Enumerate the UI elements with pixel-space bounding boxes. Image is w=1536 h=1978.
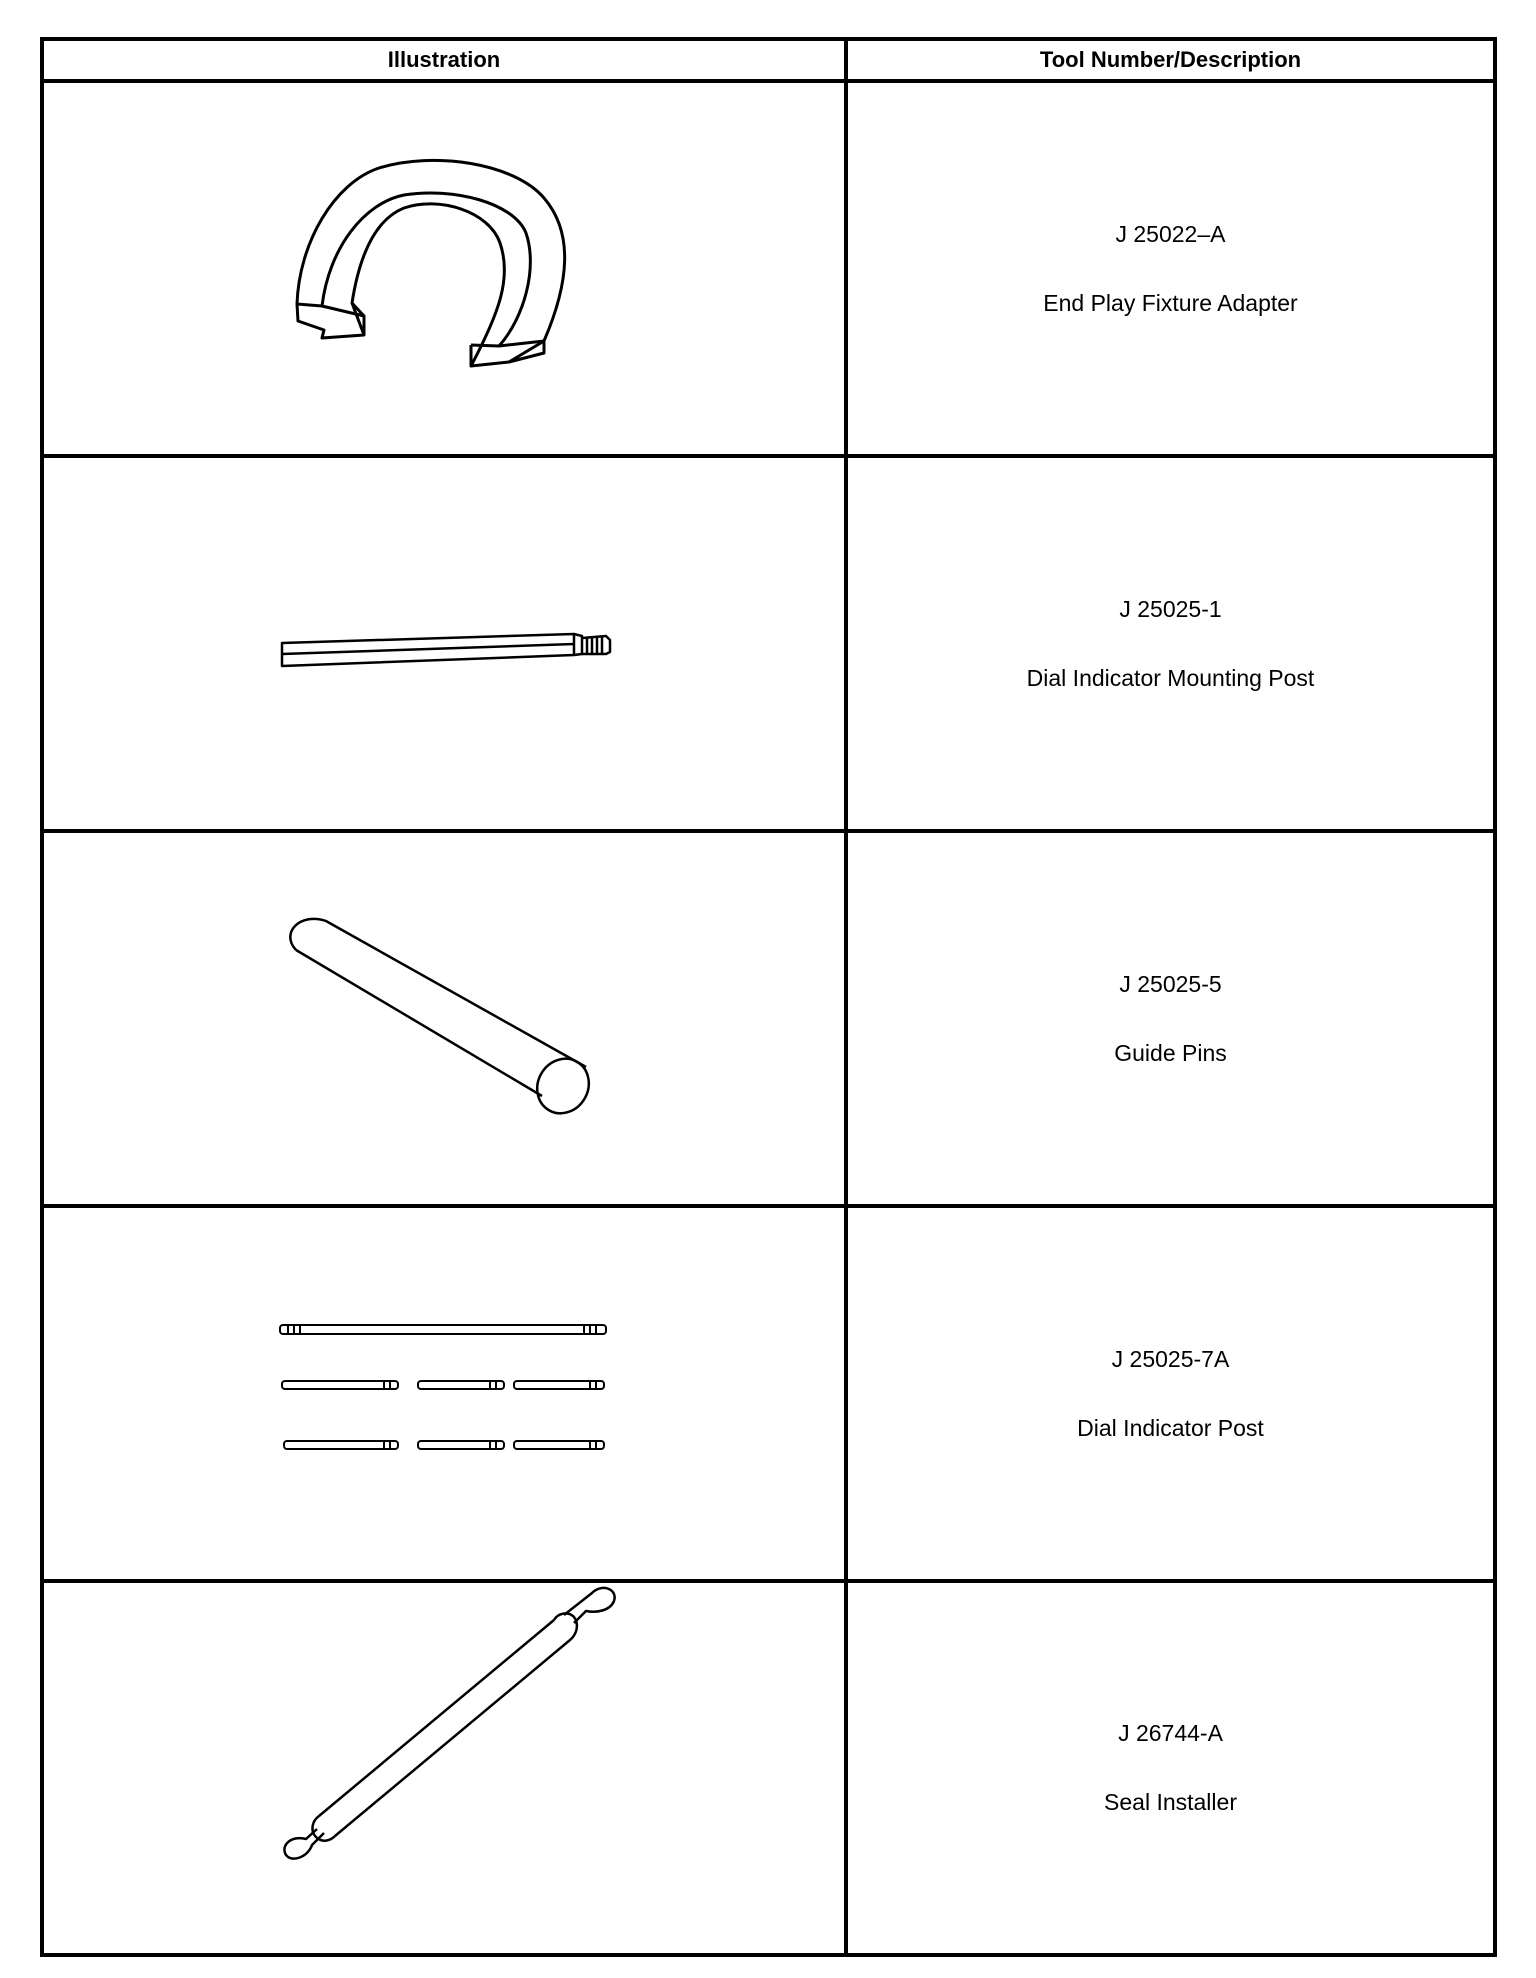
tool-number: J 25025-5 bbox=[1119, 970, 1222, 997]
tool-description: End Play Fixture Adapter bbox=[1043, 289, 1298, 316]
header-tool-number-description: Tool Number/Description bbox=[1039, 47, 1302, 72]
table-row bbox=[44, 83, 1493, 458]
tool-description: Dial Indicator Post bbox=[1077, 1414, 1264, 1441]
table-row bbox=[44, 833, 1493, 1208]
tool-description: Guide Pins bbox=[1114, 1039, 1227, 1066]
illustration-cell bbox=[44, 83, 844, 454]
description-cell bbox=[848, 1208, 1493, 1579]
seal-installer-rod-icon bbox=[44, 1583, 844, 1953]
tool-number: J 25025-7A bbox=[1111, 1345, 1230, 1372]
illustration-cell bbox=[44, 833, 844, 1204]
header-illustration: Illustration bbox=[387, 47, 501, 72]
tool-number: J 25025-1 bbox=[1119, 595, 1222, 622]
description-cell bbox=[848, 833, 1493, 1204]
table-row bbox=[44, 1583, 1493, 1953]
table-row bbox=[44, 1208, 1493, 1583]
horseshoe-adapter-icon bbox=[44, 83, 844, 454]
description-cell bbox=[848, 458, 1493, 829]
illustration-cell bbox=[44, 458, 844, 829]
tool-number: J 26744-A bbox=[1118, 1720, 1223, 1746]
tool-description: Seal Installer bbox=[1104, 1789, 1237, 1815]
table-row bbox=[44, 458, 1493, 833]
illustration-cell bbox=[44, 1208, 844, 1579]
special-tools-table bbox=[40, 37, 1497, 1957]
indicator-posts-icon bbox=[44, 1208, 844, 1579]
threaded-post-icon bbox=[44, 458, 844, 829]
description-cell bbox=[848, 83, 1493, 454]
tool-number: J 25022–A bbox=[1115, 220, 1226, 247]
cylinder-pin-icon bbox=[44, 833, 844, 1204]
tool-description: Dial Indicator Mounting Post bbox=[1026, 664, 1315, 691]
table-header bbox=[44, 41, 1493, 83]
illustration-cell bbox=[44, 1583, 844, 1953]
description-cell bbox=[848, 1583, 1493, 1953]
